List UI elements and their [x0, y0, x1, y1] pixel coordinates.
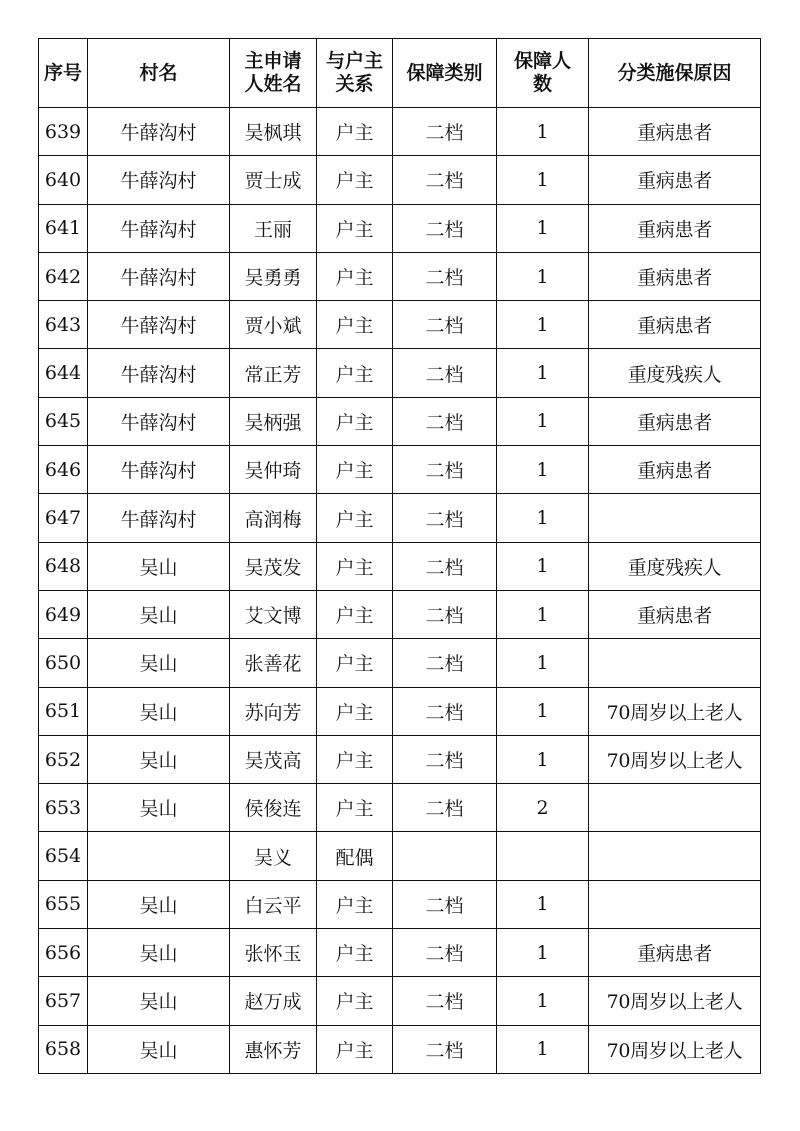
roster-body	[39, 108, 761, 1074]
cell-applicant-name: 吴枫琪	[230, 108, 317, 156]
header-village: 村名	[88, 39, 230, 108]
cell-relation: 户主	[317, 349, 393, 397]
cell-count: 1	[497, 735, 589, 783]
cell-reason: 重病患者	[589, 301, 761, 349]
cell-count: 1	[497, 108, 589, 156]
cell-village	[88, 832, 230, 880]
cell-seq: 643	[39, 301, 88, 349]
table-row	[39, 832, 761, 880]
cell-count: 1	[497, 639, 589, 687]
cell-reason	[589, 832, 761, 880]
cell-seq: 655	[39, 880, 88, 928]
cell-category: 二档	[393, 494, 497, 542]
cell-applicant-name: 吴柄强	[230, 397, 317, 445]
table-row	[39, 252, 761, 300]
cell-category: 二档	[393, 880, 497, 928]
cell-applicant-name: 王丽	[230, 204, 317, 252]
cell-relation: 户主	[317, 204, 393, 252]
cell-seq: 650	[39, 639, 88, 687]
cell-applicant-name: 艾文博	[230, 590, 317, 638]
cell-applicant-name: 吴茂高	[230, 735, 317, 783]
cell-reason: 重度残疾人	[589, 349, 761, 397]
cell-village: 牛薛沟村	[88, 252, 230, 300]
cell-reason	[589, 784, 761, 832]
cell-applicant-name: 吴仲琦	[230, 446, 317, 494]
cell-category: 二档	[393, 252, 497, 300]
table-row	[39, 880, 761, 928]
cell-relation: 户主	[317, 735, 393, 783]
cell-seq: 647	[39, 494, 88, 542]
cell-applicant-name: 惠怀芳	[230, 1025, 317, 1073]
table-row	[39, 687, 761, 735]
cell-seq: 652	[39, 735, 88, 783]
cell-village: 吴山	[88, 929, 230, 977]
cell-count: 2	[497, 784, 589, 832]
cell-relation: 户主	[317, 542, 393, 590]
cell-seq: 651	[39, 687, 88, 735]
cell-applicant-name: 常正芳	[230, 349, 317, 397]
cell-count: 1	[497, 590, 589, 638]
cell-seq: 656	[39, 929, 88, 977]
assistance-roster-table	[38, 38, 761, 1074]
cell-village: 吴山	[88, 639, 230, 687]
cell-relation: 户主	[317, 252, 393, 300]
cell-village: 牛薛沟村	[88, 204, 230, 252]
cell-count: 1	[497, 349, 589, 397]
cell-village: 牛薛沟村	[88, 108, 230, 156]
cell-applicant-name: 白云平	[230, 880, 317, 928]
cell-village: 牛薛沟村	[88, 301, 230, 349]
header-category: 保障类别	[393, 39, 497, 108]
cell-reason: 重病患者	[589, 252, 761, 300]
cell-applicant-name: 吴勇勇	[230, 252, 317, 300]
cell-count: 1	[497, 977, 589, 1025]
cell-village: 吴山	[88, 735, 230, 783]
cell-seq: 645	[39, 397, 88, 445]
cell-reason: 重病患者	[589, 590, 761, 638]
cell-village: 牛薛沟村	[88, 446, 230, 494]
cell-village: 牛薛沟村	[88, 494, 230, 542]
header-seq: 序号	[39, 39, 88, 108]
cell-count: 1	[497, 687, 589, 735]
cell-relation: 户主	[317, 301, 393, 349]
cell-reason: 重病患者	[589, 204, 761, 252]
cell-category: 二档	[393, 156, 497, 204]
cell-reason	[589, 880, 761, 928]
cell-seq: 639	[39, 108, 88, 156]
cell-count: 1	[497, 252, 589, 300]
cell-category: 二档	[393, 542, 497, 590]
table-row	[39, 1025, 761, 1073]
cell-relation: 户主	[317, 108, 393, 156]
header-applicant: 主申请人姓名	[230, 39, 317, 108]
cell-reason	[589, 639, 761, 687]
cell-count: 1	[497, 542, 589, 590]
cell-village: 吴山	[88, 784, 230, 832]
cell-relation: 户主	[317, 977, 393, 1025]
cell-category: 二档	[393, 735, 497, 783]
cell-reason: 70周岁以上老人	[589, 687, 761, 735]
cell-village: 吴山	[88, 977, 230, 1025]
table-row	[39, 639, 761, 687]
cell-village: 吴山	[88, 1025, 230, 1073]
table-row	[39, 301, 761, 349]
header-relation: 与户主关系	[317, 39, 393, 108]
cell-reason	[589, 494, 761, 542]
cell-applicant-name: 赵万成	[230, 977, 317, 1025]
cell-seq: 641	[39, 204, 88, 252]
cell-category: 二档	[393, 1025, 497, 1073]
header-row	[39, 39, 761, 108]
cell-count: 1	[497, 880, 589, 928]
cell-village: 牛薛沟村	[88, 349, 230, 397]
cell-reason: 70周岁以上老人	[589, 1025, 761, 1073]
cell-relation: 户主	[317, 397, 393, 445]
cell-reason: 重病患者	[589, 397, 761, 445]
table-row	[39, 204, 761, 252]
cell-seq: 642	[39, 252, 88, 300]
cell-seq: 644	[39, 349, 88, 397]
cell-relation: 户主	[317, 929, 393, 977]
cell-village: 吴山	[88, 590, 230, 638]
cell-relation: 配偶	[317, 832, 393, 880]
cell-count: 1	[497, 494, 589, 542]
cell-category: 二档	[393, 301, 497, 349]
cell-applicant-name: 贾小斌	[230, 301, 317, 349]
cell-count: 1	[497, 301, 589, 349]
cell-relation: 户主	[317, 446, 393, 494]
cell-relation: 户主	[317, 1025, 393, 1073]
table-row	[39, 349, 761, 397]
cell-seq: 657	[39, 977, 88, 1025]
cell-category: 二档	[393, 108, 497, 156]
cell-village: 吴山	[88, 880, 230, 928]
cell-category: 二档	[393, 687, 497, 735]
cell-reason: 重度残疾人	[589, 542, 761, 590]
cell-reason: 70周岁以上老人	[589, 977, 761, 1025]
cell-relation: 户主	[317, 880, 393, 928]
cell-relation: 户主	[317, 784, 393, 832]
cell-relation: 户主	[317, 639, 393, 687]
cell-category: 二档	[393, 204, 497, 252]
cell-category: 二档	[393, 349, 497, 397]
cell-relation: 户主	[317, 494, 393, 542]
cell-count: 1	[497, 156, 589, 204]
header-reason: 分类施保原因	[589, 39, 761, 108]
cell-seq: 646	[39, 446, 88, 494]
cell-relation: 户主	[317, 590, 393, 638]
cell-count: 1	[497, 204, 589, 252]
cell-category: 二档	[393, 397, 497, 445]
table-row	[39, 156, 761, 204]
cell-applicant-name: 贾士成	[230, 156, 317, 204]
cell-category: 二档	[393, 784, 497, 832]
header-count: 保障人数	[497, 39, 589, 108]
table-row	[39, 784, 761, 832]
cell-count: 1	[497, 397, 589, 445]
cell-applicant-name: 吴茂发	[230, 542, 317, 590]
cell-reason: 重病患者	[589, 156, 761, 204]
cell-applicant-name: 侯俊连	[230, 784, 317, 832]
cell-applicant-name: 苏向芳	[230, 687, 317, 735]
table-row	[39, 494, 761, 542]
cell-applicant-name: 高润梅	[230, 494, 317, 542]
cell-applicant-name: 吴义	[230, 832, 317, 880]
cell-seq: 640	[39, 156, 88, 204]
cell-applicant-name: 张善花	[230, 639, 317, 687]
cell-count: 1	[497, 929, 589, 977]
cell-category: 二档	[393, 977, 497, 1025]
table-row	[39, 977, 761, 1025]
table-row	[39, 542, 761, 590]
cell-seq: 654	[39, 832, 88, 880]
table-row	[39, 735, 761, 783]
cell-category: 二档	[393, 590, 497, 638]
table-row	[39, 397, 761, 445]
cell-village: 吴山	[88, 687, 230, 735]
table-row	[39, 108, 761, 156]
cell-category	[393, 832, 497, 880]
cell-category: 二档	[393, 639, 497, 687]
cell-seq: 653	[39, 784, 88, 832]
cell-category: 二档	[393, 929, 497, 977]
cell-relation: 户主	[317, 156, 393, 204]
cell-village: 吴山	[88, 542, 230, 590]
cell-reason: 重病患者	[589, 446, 761, 494]
cell-reason: 重病患者	[589, 108, 761, 156]
cell-count	[497, 832, 589, 880]
cell-applicant-name: 张怀玉	[230, 929, 317, 977]
cell-seq: 649	[39, 590, 88, 638]
table-row	[39, 446, 761, 494]
cell-village: 牛薛沟村	[88, 397, 230, 445]
cell-reason: 70周岁以上老人	[589, 735, 761, 783]
cell-village: 牛薛沟村	[88, 156, 230, 204]
cell-count: 1	[497, 446, 589, 494]
cell-category: 二档	[393, 446, 497, 494]
cell-count: 1	[497, 1025, 589, 1073]
cell-seq: 658	[39, 1025, 88, 1073]
cell-relation: 户主	[317, 687, 393, 735]
cell-reason: 重病患者	[589, 929, 761, 977]
table-row	[39, 590, 761, 638]
document-page	[38, 38, 760, 1074]
cell-seq: 648	[39, 542, 88, 590]
table-row	[39, 929, 761, 977]
